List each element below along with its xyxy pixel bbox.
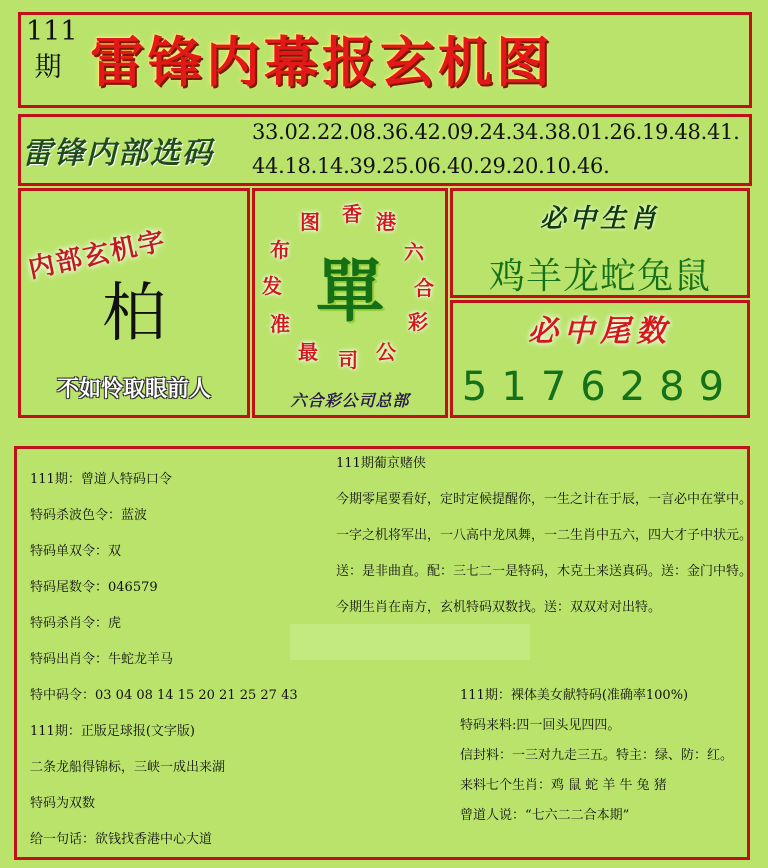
bottom-right-line: 今期生肖在南方，玄机特码双数找。送：双双对对出特。 bbox=[336, 600, 662, 615]
bottom-right-line: 曾道人说：“七六二二合本期” bbox=[460, 808, 630, 823]
company-label: 六合彩公司总部 bbox=[290, 391, 410, 410]
ring-char: 六 bbox=[404, 240, 424, 264]
proverb-text: 不如怜取眼前人 bbox=[56, 376, 211, 402]
bottom-left-line: 二条龙船得锦标，三峡一成出来湖 bbox=[30, 760, 226, 775]
ring-char: 司 bbox=[338, 348, 358, 372]
bottom-left-line: 特码出肖令：牛蛇龙羊马 bbox=[30, 652, 174, 667]
bottom-left-line: 特码杀波色令：蓝波 bbox=[30, 508, 148, 523]
ring-char: 准 bbox=[270, 312, 290, 336]
ring-char: 发 bbox=[262, 274, 282, 298]
numbers-line-2: 44.18.14.39.25.06.40.29.20.10.46. bbox=[252, 154, 610, 178]
ring-char: 图 bbox=[300, 210, 320, 234]
numbers-line-1: 33.02.22.08.36.42.09.24.34.38.01.26.19.48.41. bbox=[252, 120, 740, 144]
bottom-right-line: 111期：裸体美女献特码(准确率100%) bbox=[460, 688, 689, 703]
ring-char: 港 bbox=[376, 210, 396, 234]
issue-number: 111期 bbox=[26, 16, 78, 83]
bottom-left-line: 特码单双令：双 bbox=[30, 544, 122, 559]
mystery-char-label: 内部玄机字 bbox=[25, 226, 169, 285]
ring-char: 布 bbox=[270, 238, 290, 262]
ring-char: 香 bbox=[342, 202, 362, 226]
ring-char: 公 bbox=[376, 340, 396, 364]
bottom-left-line: 给一句话：欲钱找香港中心大道 bbox=[30, 832, 213, 847]
bottom-left-line: 特码杀肖令：虎 bbox=[30, 616, 122, 631]
ring-char: 最 bbox=[298, 340, 318, 364]
bottom-right-line: 送：是非曲直。配：三七二一是特码，木克土来送真码。送：金门中特。 bbox=[336, 564, 753, 579]
zodiac-label: 必中生肖 bbox=[539, 204, 660, 234]
tail-digits: 5176289 bbox=[461, 364, 739, 410]
bottom-right-line: 一字之机将军出，一八高中龙凤舞，一二生肖中五六，四大才子中状元。 bbox=[336, 528, 753, 543]
bottom-right-line: 特码来料:四一回头见四四。 bbox=[460, 718, 621, 733]
bottom-left-line: 特码为双数 bbox=[30, 796, 96, 811]
bottom-left-line: 111期：曾道人特码口令 bbox=[30, 472, 172, 487]
bottom-left-line: 111期：正版足球报(文字版) bbox=[30, 724, 195, 739]
bottom-right-line: 来料七个生肖：鸡 鼠 蛇 羊 牛 兔 猪 bbox=[460, 778, 667, 793]
bottom-right-line: 111期葡京赌侠 bbox=[336, 456, 426, 471]
zodiac-list: 鸡羊龙蛇兔鼠 bbox=[488, 256, 711, 297]
bottom-left-line: 特码尾数令：046579 bbox=[30, 580, 158, 595]
ring-char: 合 bbox=[414, 276, 434, 300]
bottom-right-line: 信封料：一三对九走三五。特主：绿、防：红。 bbox=[460, 748, 734, 763]
numbers-label: 雷锋内部选码 bbox=[22, 136, 214, 171]
mystery-character: 柏 bbox=[102, 277, 166, 351]
ring-char: 彩 bbox=[408, 310, 428, 334]
odd-even-char: 單 bbox=[315, 253, 384, 332]
tail-label: 必中尾数 bbox=[528, 314, 672, 349]
bottom-right-line: 今期零尾要看好，定时定候提醒你，一生之计在于辰，一言必中在掌中。 bbox=[336, 492, 753, 507]
background-patch bbox=[290, 624, 530, 660]
bottom-left-line: 特中码令：03 04 08 14 15 20 21 25 27 43 bbox=[30, 688, 298, 703]
page-title: 雷锋内幕报玄机图 bbox=[90, 31, 554, 94]
